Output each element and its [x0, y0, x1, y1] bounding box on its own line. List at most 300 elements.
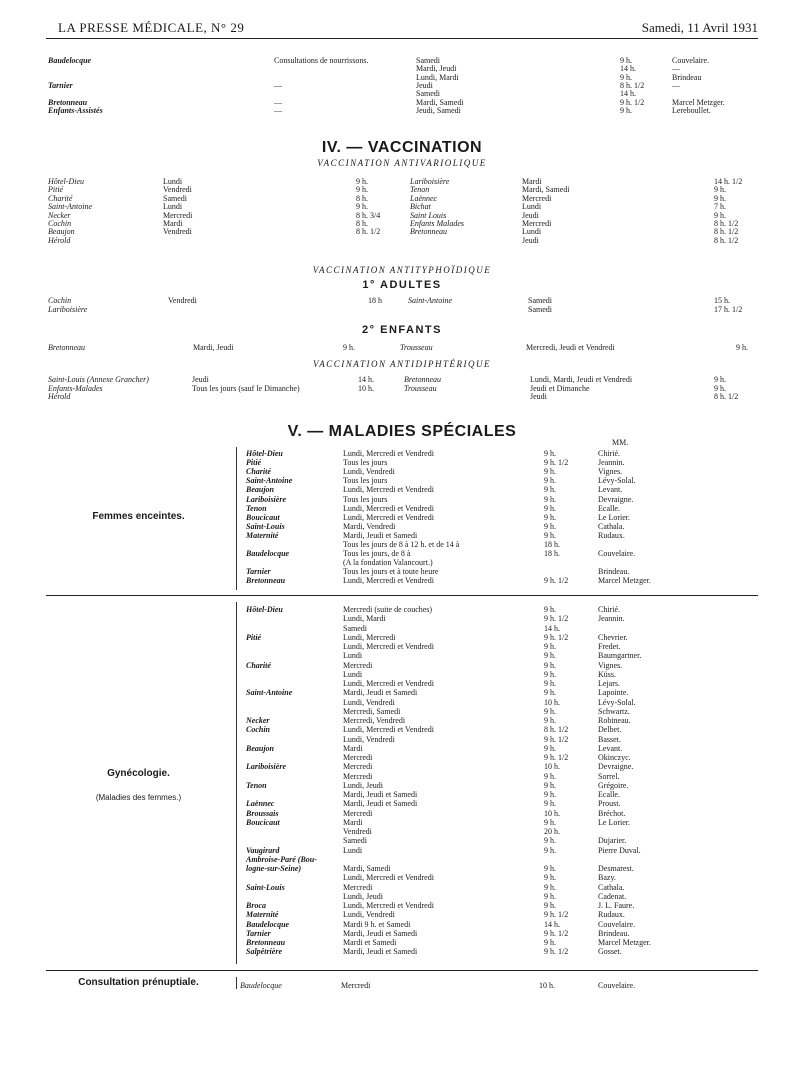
consult-time: 9 h. — [620, 105, 632, 115]
hospital-name: Enfants-Malades — [48, 383, 103, 393]
vacc-time: 9 h. — [714, 185, 726, 195]
hospital-name: Cochin — [48, 219, 72, 228]
spec-day: Lundi, Vendredi — [343, 910, 395, 920]
vacc-time: 9 h. — [343, 343, 355, 352]
spec-day: Lundi, Mercredi et Vendredi — [343, 485, 434, 495]
vacc-day: Vendredi — [163, 185, 192, 195]
spec-day: Lundi, Jeudi — [343, 780, 383, 790]
gyn-row — [46, 633, 758, 642]
vacc-time: 8 h. — [356, 219, 368, 228]
hospital-name: Saint-Antoine — [246, 688, 293, 698]
spec-day: Tous les jours — [343, 458, 388, 468]
spec-doctor: Devraigne. — [598, 494, 634, 504]
hospital-name: Maternité — [246, 530, 279, 540]
spec-time: 9 h. — [544, 503, 556, 513]
spec-time: 9 h. — [544, 485, 556, 495]
spec-doctor: Cathala. — [598, 882, 625, 892]
antityphoidique-subtitle: VACCINATION ANTITYPHOÏDIQUE — [312, 265, 492, 275]
spec-doctor: Chirié. — [598, 605, 620, 614]
hospital-name: Maternité — [246, 910, 279, 920]
spec-day: Lundi, Mercredi et Vendredi — [343, 901, 434, 910]
spec-day: Mercredi (suite de couches) — [343, 605, 433, 614]
consult-day: Mardi, Samedi — [416, 97, 464, 107]
spec-doctor: Couvelaire. — [598, 919, 636, 929]
hospital-name: Saint-Louis — [246, 882, 285, 892]
spec-day: Mercredi — [343, 660, 373, 670]
gyn-row — [46, 892, 758, 901]
spec-time: 10 h. — [544, 697, 560, 707]
hospital-name: Hôtel-Dieu — [246, 449, 283, 458]
hospital-name: Bretonneau — [246, 576, 286, 586]
consult-time: 9 h. 1/2 — [620, 97, 645, 107]
prenup-row — [46, 981, 758, 990]
gyn-row — [46, 753, 758, 762]
adultes-row — [46, 296, 758, 305]
hospital-name: Beaujon — [246, 743, 275, 753]
vacc-day: Mercredi — [522, 193, 552, 203]
spec-time: 9 h. — [544, 882, 556, 892]
spec-doctor: Bréchot. — [598, 808, 626, 818]
hospital-name: Lariboisière — [246, 762, 286, 772]
spec-doctor: Delbet. — [598, 725, 622, 735]
vacc-day: Tous les jours (sauf le Dimanche) — [192, 383, 300, 393]
spec-doctor: Lejars. — [598, 679, 620, 688]
vacc-time: 9 h. — [714, 210, 726, 220]
hospital-name: Salpêtrière — [246, 947, 282, 957]
spec-time: 9 h. — [544, 669, 556, 679]
spec-time: 9 h. — [544, 864, 556, 873]
spec-time: 9 h. — [544, 688, 556, 698]
gyn-row — [46, 910, 758, 919]
spec-time: 9 h. 1/2 — [544, 576, 569, 586]
hospital-name: Tenon — [246, 780, 267, 790]
spec-doctor: Gosset. — [598, 947, 622, 957]
hospital-name: Pitié — [48, 185, 64, 195]
femmes-row — [46, 522, 758, 531]
spec-day: Mercredi, Samedi — [343, 706, 401, 716]
spec-doctor: Fredet. — [598, 642, 621, 651]
hospital-name: Saint-Antoine — [48, 202, 92, 212]
gyn-row — [46, 642, 758, 651]
spec-day: Mardi, Samedi — [343, 864, 391, 873]
spec-day: Mardi, Jeudi et Samedi — [343, 799, 418, 809]
gyn-row — [46, 827, 758, 836]
spec-day: Lundi, Mercredi — [343, 632, 396, 642]
hospital-name: Bretonneau — [246, 938, 286, 947]
spec-day: Mercredi — [343, 753, 373, 762]
spec-day: Samedi — [343, 623, 367, 633]
spec-day: Tous les jours, de 8 à — [343, 549, 411, 559]
spec-time: 9 h. — [544, 790, 556, 799]
femmes-row — [46, 495, 758, 504]
section-iv-title: IV. — VACCINATION — [321, 139, 483, 156]
spec-time: 9 h. — [544, 780, 556, 790]
vacc-day: Jeudi — [530, 392, 547, 402]
spec-doctor: J. L. Faure. — [598, 901, 635, 910]
hospital-name: Saint-Antoine — [408, 296, 452, 305]
gyn-row — [46, 725, 758, 734]
spec-doctor: Sorrel. — [598, 771, 620, 781]
spec-doctor: Dujarier. — [598, 836, 627, 846]
spec-doctor: Vignes. — [598, 660, 623, 670]
spec-time: 9 h. 1/2 — [544, 910, 569, 920]
spec-time: 9 h. — [544, 901, 556, 910]
spec-day: Mercredi, Vendredi — [343, 716, 406, 725]
enfants-heading: 2° ENFANTS — [362, 324, 442, 336]
spec-day: Mardi, Vendredi — [343, 521, 396, 531]
vacc-day: Jeudi et Dimanche — [530, 383, 590, 393]
spec-time: 9 h. — [544, 771, 556, 781]
gyn-row — [46, 688, 758, 697]
gyn-row — [46, 790, 758, 799]
gyn-row — [46, 698, 758, 707]
spec-day: Lundi, Mercredi et Vendredi — [343, 725, 434, 735]
spec-day: Mardi — [343, 743, 363, 753]
spec-time: 9 h. — [544, 476, 556, 486]
spec-day: Mardi et Samedi — [343, 938, 397, 947]
gyn-row — [46, 809, 758, 818]
gyn-row — [46, 762, 758, 771]
spec-time: 9 h. — [544, 891, 556, 901]
vacc-day: Lundi — [163, 177, 183, 186]
hospital-name: Saint-Louis (Annexe Grancher) — [48, 375, 149, 384]
consult-day: Jeudi, Samedi — [416, 105, 461, 115]
femmes-row — [46, 476, 758, 485]
vacc-day: Jeudi — [522, 210, 539, 220]
spec-time: 9 h. — [544, 679, 556, 688]
hospital-name: Hôtel-Dieu — [246, 605, 283, 614]
spec-time: 9 h. — [544, 836, 556, 846]
hospital-name: Broca — [246, 901, 266, 910]
spec-time: 9 h. — [544, 530, 556, 540]
spec-doctor: Baumgartner. — [598, 651, 642, 661]
spec-time: 18 h. — [544, 549, 560, 559]
hospital-name: Charité — [48, 193, 73, 203]
spec-doctor: Pierre Duval. — [598, 845, 641, 855]
femmes-row — [46, 558, 758, 567]
antivariolique-subtitle: VACCINATION ANTIVARIOLIQUE — [317, 158, 487, 168]
gyn-row — [46, 744, 758, 753]
spec-time: 8 h. 1/2 — [544, 725, 569, 735]
gyn-row — [46, 836, 758, 845]
gyn-row — [46, 883, 758, 892]
gyn-row — [46, 873, 758, 882]
spec-doctor: Proust. — [598, 799, 621, 809]
antidiphterique-subtitle: VACCINATION ANTIDIPHTÉRIQUE — [312, 359, 492, 369]
femmes-row — [46, 504, 758, 513]
femmes-row — [46, 449, 758, 458]
femmes-row — [46, 513, 758, 522]
spec-day: Lundi, Jeudi — [343, 891, 383, 901]
spec-time: 9 h. 1/2 — [544, 458, 569, 468]
gyn-row — [46, 799, 758, 808]
gyn-row — [46, 651, 758, 660]
spec-doctor: Vignes. — [598, 467, 623, 477]
vacc-day: Mercredi — [522, 219, 552, 228]
mid-rule — [46, 595, 758, 596]
hospital-name: Pitié — [246, 458, 262, 468]
spec-time: 10 h. — [544, 762, 560, 772]
vacc-time: 8 h. 1/2 — [714, 235, 739, 245]
vacc-day: Lundi — [163, 202, 183, 212]
hospital-name: Necker — [246, 716, 270, 725]
consult-label: — — [274, 80, 282, 90]
spec-time: 9 h. — [544, 743, 556, 753]
vacc-time: 8 h. 3/4 — [356, 210, 381, 220]
consult-doctor: Marcel Metzger. — [672, 97, 725, 107]
spec-time: 9 h. — [544, 873, 556, 883]
spec-day: Lundi, Vendredi — [343, 697, 395, 707]
spec-doctor: Cathala. — [598, 521, 625, 531]
vacc-day: Mardi, Jeudi — [193, 343, 234, 352]
spec-day: Mardi — [343, 817, 363, 827]
spec-time: 9 h. — [544, 799, 556, 809]
spec-time: 9 h. 1/2 — [544, 614, 569, 624]
spec-day: Lundi, Vendredi — [343, 467, 395, 477]
spec-day: Mardi, Jeudi et Samedi — [343, 530, 418, 540]
hospital-name: Trousseau — [404, 383, 437, 393]
vacc-day: Mercredi — [163, 210, 193, 220]
spec-day: Mercredi — [343, 771, 373, 781]
vacc-day: Jeudi — [192, 375, 209, 384]
hospital-name: Laënnec — [410, 193, 438, 203]
femmes-row — [46, 458, 758, 467]
spec-time: 9 h. 1/2 — [544, 947, 569, 957]
hospital-name: Cochin — [48, 296, 72, 305]
spec-doctor: Okinczyc. — [598, 753, 631, 762]
antidiphterique-row — [46, 392, 758, 401]
hospital-name: Laënnec — [246, 799, 275, 809]
spec-day: Lundi — [343, 651, 363, 661]
spec-doctor: Schwartz. — [598, 706, 630, 716]
spec-day: Tous les jours et à toute heure — [343, 567, 439, 577]
spec-day: Samedi — [343, 836, 367, 846]
mm-label: MM. — [612, 438, 629, 447]
spec-time: 9 h. — [544, 605, 556, 614]
spec-time: 14 h. — [544, 623, 560, 633]
hospital-name: Beaujon — [246, 485, 275, 495]
spec-day: Mardi, Jeudi et Samedi — [343, 688, 418, 698]
hospital-name: Bichat — [410, 202, 431, 212]
vacc-day: Samedi — [528, 296, 552, 305]
adultes-heading: 1° ADULTES — [362, 279, 442, 291]
hospital-name: Cochin — [246, 725, 271, 735]
gyn-row — [46, 938, 758, 947]
consult-doctor: Brindeau — [672, 72, 702, 82]
spec-doctor: Lévy-Solal. — [598, 697, 636, 707]
spec-time: 9 h. — [544, 494, 556, 504]
hospital-name: Boucicaut — [246, 817, 280, 827]
gyn-row — [46, 679, 758, 688]
consult-time: 8 h. 1/2 — [620, 80, 645, 90]
vacc-day: Mercredi, Jeudi et Vendredi — [526, 343, 615, 352]
hospital-name: Enfants-Assistés — [48, 105, 103, 115]
vacc-time: 17 h. 1/2 — [714, 305, 743, 314]
spec-time: 9 h. — [544, 938, 556, 947]
vacc-day: Vendredi — [168, 296, 197, 305]
hospital-name: Baudelocque — [48, 56, 92, 65]
issue-date: Samedi, 11 Avril 1931 — [641, 20, 758, 35]
gyn-row — [46, 624, 758, 633]
spec-time: 9 h. 1/2 — [544, 928, 569, 938]
vacc-time: 7 h. — [714, 202, 726, 212]
header-rule — [46, 38, 758, 39]
spec-doctor: Bazy. — [598, 873, 616, 883]
consult-day: Jeudi — [416, 80, 433, 90]
spec-time: 9 h. 1/2 — [544, 734, 569, 744]
gyn-row — [46, 735, 758, 744]
vacc-time: 9 h. — [736, 343, 748, 352]
hospital-name: logne-sur-Seine) — [246, 864, 302, 873]
hospital-name: Hôtel-Dieu — [48, 177, 84, 186]
hospital-name: Tarnier — [246, 567, 271, 577]
vacc-day: Samedi — [163, 193, 187, 203]
femmes-row — [46, 531, 758, 540]
hospital-name: Saint-Louis — [246, 521, 285, 531]
vacc-day: Mardi, Samedi — [522, 185, 570, 195]
consult-time: 9 h. — [620, 72, 632, 82]
vacc-time: 9 h. — [714, 383, 726, 393]
spec-day: Lundi, Mercredi et Vendredi — [343, 873, 434, 883]
vacc-day: Jeudi — [522, 235, 539, 245]
hospital-name: Pitié — [246, 632, 262, 642]
spec-time: 9 h. 1/2 — [544, 632, 569, 642]
gyn-row — [46, 707, 758, 716]
gyn-row — [46, 605, 758, 614]
gynecologie-label: Gynécologie. — [107, 768, 170, 779]
gyn-row — [46, 929, 758, 938]
spec-doctor: Brindeau. — [598, 928, 630, 938]
spec-day: Mercredi — [343, 882, 373, 892]
vacc-time: 9 h. — [356, 177, 368, 186]
prenup-doctor: Couvelaire. — [598, 981, 636, 990]
vacc-time: 8 h. 1/2 — [714, 392, 739, 402]
spec-doctor: Devraigne. — [598, 762, 634, 772]
hospital-name: Charité — [246, 660, 271, 670]
hospital-name: Saint Louis — [410, 210, 447, 220]
hospital-name: Broussais — [246, 808, 279, 818]
spec-doctor: Couvelaire. — [598, 549, 636, 559]
gynecologie-sublabel: (Maladies des femmes.) — [95, 793, 182, 802]
femmes-row — [46, 549, 758, 558]
spec-doctor: Le Lorier. — [598, 512, 630, 522]
consult-label: — — [274, 105, 282, 115]
spec-time: 10 h. — [544, 808, 560, 818]
vacc-time: 9 h. — [714, 375, 726, 384]
vacc-day: Lundi — [522, 202, 542, 212]
hospital-name: Saint-Antoine — [246, 476, 293, 486]
spec-day: Mercredi — [343, 762, 373, 772]
prenup-day: Mercredi — [341, 981, 371, 990]
spec-doctor: Ecalle. — [598, 790, 620, 799]
spec-day: Tous les jours de 8 à 12 h. et de 14 à — [343, 540, 460, 549]
spec-doctor: Marcel Metzger. — [598, 938, 651, 947]
consult-day: Samedi — [416, 89, 440, 99]
running-header — [46, 20, 758, 36]
hospital-name: Charité — [246, 467, 271, 477]
hospital-name: Bretonneau — [48, 97, 88, 107]
consult-day: Samedi — [416, 56, 440, 65]
consult-day: Lundi, Mardi — [416, 72, 459, 82]
hospital-name: Bretonneau — [404, 375, 442, 384]
vacc-time: 8 h. 1/2 — [714, 227, 739, 237]
spec-day: Lundi, Mercredi et Vendredi — [343, 642, 434, 651]
gyn-row — [46, 855, 758, 864]
vacc-time: 9 h. — [714, 193, 726, 203]
antivariolique-row — [46, 236, 758, 245]
consult-doctor: Lereboullet. — [672, 105, 711, 115]
spec-day: Mardi 9 h. et Samedi — [343, 919, 411, 929]
spec-time: 9 h. — [544, 817, 556, 827]
hospital-name: Tarnier — [246, 928, 271, 938]
vacc-time: 9 h. — [356, 202, 368, 212]
spec-time: 9 h. — [544, 512, 556, 522]
spec-day: Lundi — [343, 669, 363, 679]
femmes-row — [46, 576, 758, 585]
spec-doctor: Basset. — [598, 734, 621, 744]
hospital-name: Trousseau — [400, 343, 433, 352]
vacc-day: Vendredi — [163, 227, 192, 237]
hospital-name: Hérold — [48, 392, 71, 402]
hospital-name: Bretonneau — [410, 227, 448, 237]
spec-doctor: Levant. — [598, 485, 623, 495]
consult-label: Consultations de nourrissons. — [274, 56, 369, 65]
spec-time: 9 h. — [544, 521, 556, 531]
adultes-row — [46, 305, 758, 314]
hospital-name: Tenon — [246, 503, 267, 513]
hospital-name: Baudelocque — [246, 549, 290, 559]
consult-doctor: — — [672, 64, 680, 74]
hospital-name: Baudelocque — [246, 919, 290, 929]
gyn-row — [46, 818, 758, 827]
hospital-name: Tenon — [410, 185, 430, 195]
hospital-name: Vaugirard — [246, 845, 280, 855]
vacc-time: 18 h — [368, 296, 382, 305]
spec-doctor: Desmarest. — [598, 864, 634, 873]
spec-time: 9 h. — [544, 642, 556, 651]
spec-time: 9 h. — [544, 467, 556, 477]
spec-day: Tous les jours — [343, 476, 388, 486]
hospital-name: Boucicaut — [246, 512, 280, 522]
gyn-row — [46, 670, 758, 679]
vacc-time: 14 h. — [358, 375, 374, 384]
vacc-day: Samedi — [528, 305, 552, 314]
gyn-row — [46, 947, 758, 956]
hospital-name: Beaujon — [48, 227, 75, 237]
vacc-time: 14 h. 1/2 — [714, 177, 743, 186]
hospital-name: Bretonneau — [48, 343, 86, 352]
spec-time: 18 h. — [544, 540, 560, 549]
hospital-name: Lariboisière — [48, 305, 88, 314]
spec-day: Lundi, Mercredi et Vendredi — [343, 679, 434, 688]
hospital-name: Lariboisière — [246, 494, 286, 504]
spec-doctor: Robineau. — [598, 716, 631, 725]
gyn-row — [46, 920, 758, 929]
spec-day: Lundi, Vendredi — [343, 734, 395, 744]
vacc-day: Mardi — [163, 219, 183, 228]
spec-doctor: Ecalle. — [598, 503, 620, 513]
spec-time: 9 h. — [544, 660, 556, 670]
prenuptiale-label: Consultation prénuptiale. — [78, 977, 199, 988]
spec-doctor: Chevrier. — [598, 632, 628, 642]
spec-doctor: Cadenat. — [598, 891, 627, 901]
prenup-hospital: Baudelocque — [240, 981, 282, 990]
spec-time: 9 h. 1/2 — [544, 753, 569, 762]
femmes-enceintes-label: Femmes enceintes. — [92, 511, 185, 522]
consult-time: 14 h. — [620, 89, 636, 99]
consult-day: Mardi, Jeudi — [416, 64, 457, 74]
consult-row — [46, 106, 758, 115]
